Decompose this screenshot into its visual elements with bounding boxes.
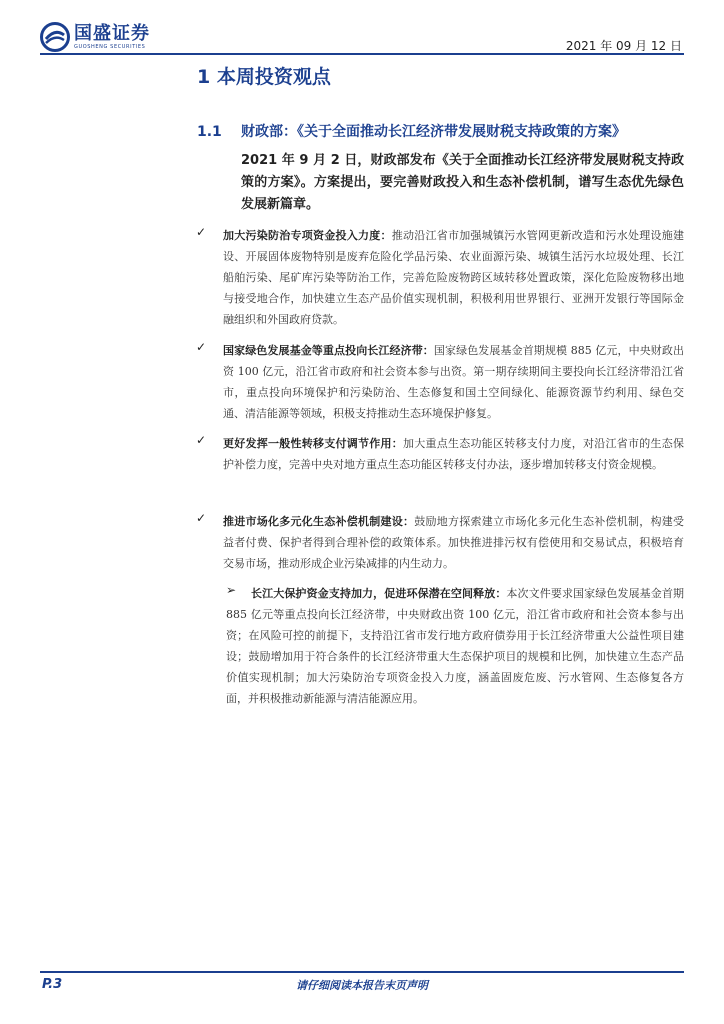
summary-heading: 长江大保护资金支持加力，促进环保潜在空间释放：: [251, 587, 507, 600]
bullet-body: 鼓励地方探索建立市场化多元化生态补偿机制，构建受益者付费、保护者得到合理补偿的政策体系。加快推进排污权有偿使用和交易试点，积极培育交易市场，推动形成企业污染减排的内生动力。: [223, 515, 684, 570]
subsection-title: [197, 121, 626, 141]
bullet-item: [196, 433, 684, 475]
bullet-heading: 加大污染防治专项资金投入力度：: [223, 229, 392, 242]
bullet-heading: 更好发挥一般性转移支付调节作用：: [223, 437, 403, 450]
logo-mark-icon: [40, 22, 70, 52]
report-date: 2021 年 09 月 12 日: [565, 39, 682, 53]
bullet-item: [196, 511, 684, 574]
header-divider: [40, 53, 684, 55]
bullet-text: [223, 511, 684, 574]
subsection-number: 1.1: [197, 124, 222, 140]
checkmark-icon: ✓: [196, 340, 207, 354]
company-logo: [40, 22, 150, 52]
arrow-right-icon: ➢: [226, 583, 237, 597]
bullet-text: [223, 433, 684, 475]
logo-name-en: GUOSHENG SECURITIES: [74, 43, 146, 50]
bullet-body: 加大重点生态功能区转移支付力度，对沿江省市的生态保护补偿力度，完善中央对地方重点生态功能区转移支付办法，逐步增加转移支付资金规模。: [223, 437, 684, 471]
checkmark-icon: ✓: [196, 225, 207, 239]
logo-name-cn: 国盛证券: [74, 22, 150, 44]
subsection-title-text: 财政部：《关于全面推动长江经济带发展财税支持政策的方案》: [241, 124, 626, 140]
bullet-text: [223, 225, 684, 330]
page-number: P.3: [42, 977, 63, 992]
bullet-heading: 国家绿色发展基金等重点投向长江经济带：: [223, 344, 434, 357]
bullet-item: [196, 340, 684, 424]
checkmark-icon: ✓: [196, 511, 207, 525]
bullet-body: 推动沿江省市加强城镇污水管网更新改造和污水处理设施建设、开展固体废物特别是废弃危险化学品污染、农业面源污染、城镇生活污水垃圾处理、长江船舶污染、尾矿库污染等防治工作，完善危险废物跨区域转移处置政策，深化危险废物移出地与接受地合作，加快建立生态产品价值实现机制，积极利用世界银行、亚洲开发银行等国际金融组织和外国政府贷款。: [223, 229, 684, 326]
intro-paragraph: 2021 年 9 月 2 日，财政部发布《关于全面推动长江经济带发展财税支持政策的方案》。方案提出，要完善财政投入和生态补偿机制，谱写生态优先绿色发展新篇章。: [241, 153, 684, 212]
bullet-heading: 推进市场化多元化生态补偿机制建设：: [223, 515, 415, 528]
bullet-item: [196, 225, 684, 330]
bullet-body: 国家绿色发展基金首期规模 885 亿元，中央财政出资 100 亿元，沿江省市政府和社会资本参与出资。第一期存续期间主要投向长江经济带沿江省市，重点投向环境保护和污染防治、生态修复和国土空间绿化、能源资源节约利用、绿色交通、清洁能源等领域，积极支持推动生态环境保护修复。: [223, 344, 684, 420]
summary-body: 本次文件要求国家绿色发展基金首期 885 亿元等重点投向长江经济带，中央财政出资 100 亿元，沿江省市政府和社会资本参与出资；在风险可控的前提下，支持沿江省市发行地方政府债券用于长江经济带重大公益性项目建设；鼓励增加用于符合条件的长江经济带重大生态保护项目的规模和比例，加快建立生态产品价值实现机制；加大污染防治专项资金投入力度，涵盖固废危废、污水管网、生态修复各方面，并积极推动新能源与清洁能源应用。: [226, 587, 684, 705]
footer-disclaimer: 请仔细阅读本报告末页声明: [296, 979, 428, 992]
bullet-text: [223, 340, 684, 424]
checkmark-icon: ✓: [196, 433, 207, 447]
section-title: 1 本周投资观点: [197, 66, 331, 88]
summary-text: [226, 583, 684, 709]
footer-divider: [40, 971, 684, 973]
summary-paragraph: [226, 583, 684, 709]
